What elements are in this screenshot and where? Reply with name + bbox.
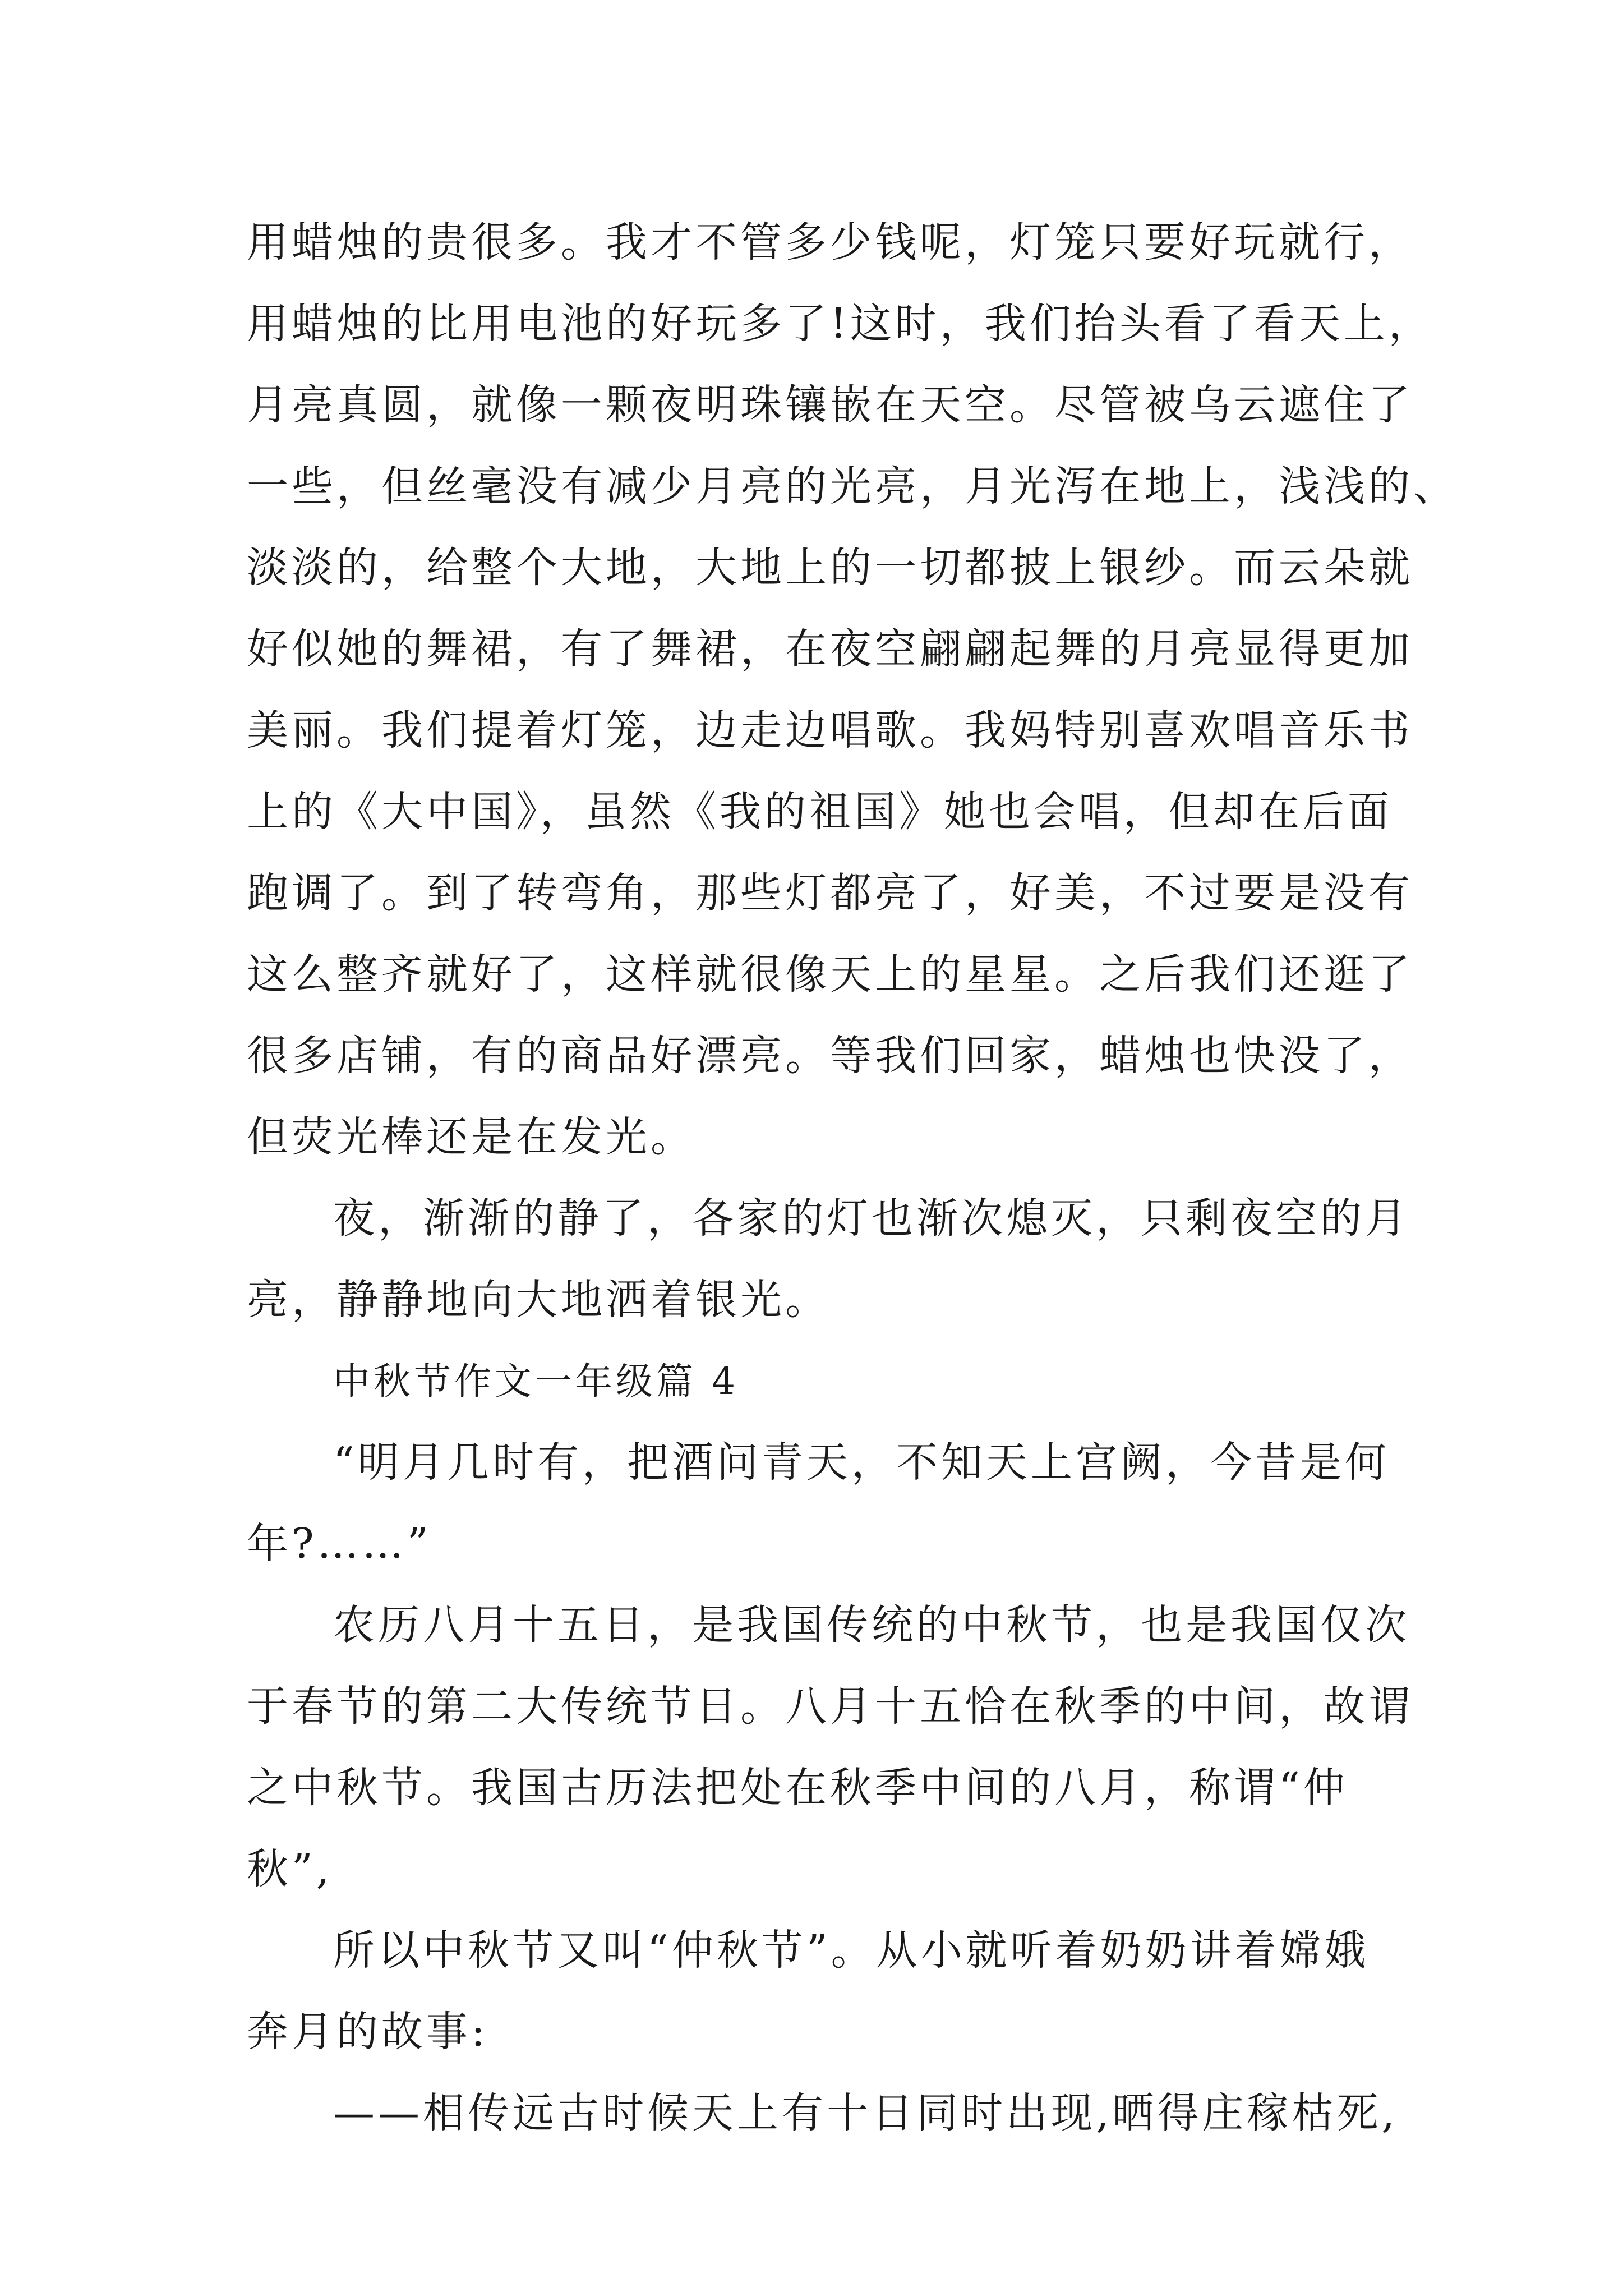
text-line: 但荧光棒还是在发光。 [247, 1113, 695, 1161]
section-heading: 中秋节作文一年级篇 4 [333, 1360, 739, 1403]
text-line: 用蜡烛的贵很多。我才不管多少钱呢，灯笼只要好玩就行， [247, 218, 1413, 266]
text-line: ——相传远古时候天上有十日同时出现,晒得庄稼枯死, [333, 2089, 1399, 2137]
text-line: 这么整齐就好了，这样就很像天上的星星。之后我们还逛了 [247, 950, 1413, 999]
text-line: 美丽。我们提着灯笼，边走边唱歌。我妈特别喜欢唱音乐书 [247, 706, 1413, 754]
text-line: 之中秋节。我国古历法把处在秋季中间的八月，称谓“仲 [247, 1764, 1348, 1812]
text-line: 很多店铺，有的商品好漂亮。等我们回家，蜡烛也快没了， [247, 1032, 1413, 1080]
text-line: 奔月的故事: [247, 2008, 488, 2056]
text-line: 跑调了。到了转弯角，那些灯都亮了，好美，不过要是没有 [247, 869, 1413, 917]
document-body [247, 202, 1458, 2154]
text-line: 秋”, [247, 1845, 333, 1893]
text-line: 所以中秋节又叫“仲秋节”。从小就听着奶奶讲着嫦娥 [333, 1926, 1370, 1975]
text-line: 夜，渐渐的静了，各家的灯也渐次熄灭，只剩夜空的月 [333, 1194, 1410, 1243]
text-line: 好似她的舞裙，有了舞裙，在夜空翩翩起舞的月亮显得更加 [247, 625, 1413, 673]
text-line: 年?……” [247, 1520, 432, 1568]
text-line: 亮，静静地向大地洒着银光。 [247, 1276, 830, 1324]
text-line: “明月几时有，把酒问青天，不知天上宫阙，今昔是何 [333, 1438, 1390, 1487]
text-line: 上的《大中国》，虽然《我的祖国》她也会唱，但却在后面 [247, 788, 1393, 836]
text-line: 淡淡的，给整个大地，大地上的一切都披上银纱。而云朵就 [247, 544, 1413, 592]
text-line: 用蜡烛的比用电池的好玩多了!这时，我们抬头看了看天上， [247, 300, 1433, 348]
text-line: 一些，但丝毫没有减少月亮的光亮，月光泻在地上，浅浅的、 [247, 462, 1458, 510]
text-line: 于春节的第二大传统节日。八月十五恰在秋季的中间，故谓 [247, 1682, 1413, 1731]
text-line: 月亮真圆，就像一颗夜明珠镶嵌在天空。尽管被乌云遮住了 [247, 381, 1413, 429]
text-line: 农历八月十五日，是我国传统的中秋节，也是我国仅次 [333, 1601, 1410, 1649]
